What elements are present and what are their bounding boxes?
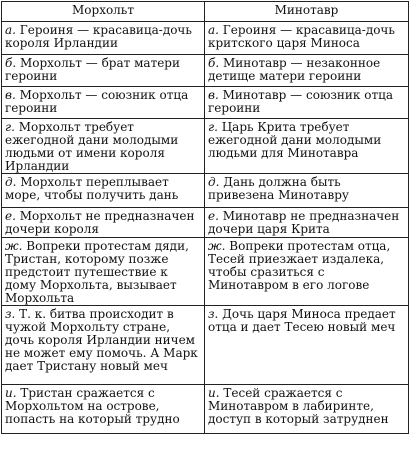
item-text: Морхольт не предназначен дочери короля bbox=[5, 209, 195, 236]
item-letter: ж. bbox=[208, 239, 226, 253]
item-letter: е. bbox=[5, 209, 16, 223]
cell-right bbox=[205, 238, 409, 306]
cell-left bbox=[2, 208, 205, 238]
comparison-table bbox=[1, 1, 409, 434]
item-letter: а. bbox=[208, 23, 219, 37]
item-letter: з. bbox=[5, 307, 16, 321]
item-text: Минотавр — незаконное детище матери героини bbox=[208, 56, 381, 83]
cell-left bbox=[2, 87, 205, 119]
item-text: Царь Крита требует ежегодной дани молодыми людьми для Минотавра bbox=[208, 120, 382, 160]
item-letter: б. bbox=[208, 56, 220, 70]
item-text: Дочь царя Миноса предает отца и дает Тесею новый меч bbox=[208, 307, 396, 334]
table-row bbox=[2, 174, 409, 208]
cell-right bbox=[205, 119, 409, 174]
cell-left bbox=[2, 22, 205, 55]
item-text: Героиня — красавица-дочь короля Ирландии bbox=[5, 23, 192, 50]
table-row bbox=[2, 22, 409, 55]
item-letter: д. bbox=[5, 175, 17, 189]
table-row bbox=[2, 238, 409, 306]
item-text: Т. к. битва происходит в чужой Морхольту стране, дочь короля Ирландии ничем не может ему помочь. А Марк дает Тристану новый меч bbox=[5, 307, 198, 373]
item-letter: и. bbox=[5, 386, 17, 400]
item-text: Тесей сражается с Минотавром в лабиринте, доступ в который затруднен bbox=[208, 386, 389, 426]
cell-left bbox=[2, 174, 205, 208]
item-text: Морхольт переплывает море, чтобы получить дань bbox=[5, 175, 179, 202]
comparison-table-wrapper bbox=[1, 1, 408, 434]
item-text: Морхольт — союзник отца героини bbox=[5, 88, 189, 115]
cell-right bbox=[205, 87, 409, 119]
table-row bbox=[2, 87, 409, 119]
item-text: Дань должна быть привезена Минотавру bbox=[208, 175, 349, 202]
cell-right bbox=[205, 208, 409, 238]
table-row bbox=[2, 385, 409, 434]
item-letter: е. bbox=[208, 209, 219, 223]
item-text: Тристан сражается с Морхольтом на острове, попасть на который трудно bbox=[5, 386, 180, 426]
header-minotaur: Минотавр bbox=[205, 2, 409, 22]
cell-left bbox=[2, 238, 205, 306]
cell-left bbox=[2, 385, 205, 434]
cell-left bbox=[2, 55, 205, 87]
item-letter: б. bbox=[5, 56, 17, 70]
table-row bbox=[2, 55, 409, 87]
item-letter: г. bbox=[208, 120, 218, 134]
item-text: Морхольт требует ежегодной дани молодыми людьми от имени короля Ирландии bbox=[5, 120, 179, 173]
cell-right bbox=[205, 55, 409, 87]
item-text: Морхольт — брат матери героини bbox=[5, 56, 180, 83]
header-morholt: Морхольт bbox=[2, 2, 205, 22]
header-row bbox=[2, 2, 409, 22]
cell-right bbox=[205, 385, 409, 434]
item-letter: з. bbox=[208, 307, 219, 321]
item-letter: д. bbox=[208, 175, 220, 189]
item-text: Вопреки протестам дяди, Тристан, которому позже предстоит путешествие к дому Морхольта, вызывает Морхольта bbox=[5, 239, 189, 305]
item-text: Минотавр не предназначен дочери царя Крита bbox=[208, 209, 400, 236]
table-row bbox=[2, 119, 409, 174]
cell-left bbox=[2, 306, 205, 385]
item-letter: в. bbox=[5, 88, 16, 102]
item-text: Минотавр — союзник отца героини bbox=[208, 88, 393, 115]
item-text: Вопреки протестам отца, Тесей приезжает издалека, чтобы сразиться с Минотавром в его логове bbox=[208, 239, 391, 292]
item-letter: в. bbox=[208, 88, 219, 102]
item-letter: и. bbox=[208, 386, 220, 400]
item-text: Героиня — красавица-дочь критского царя Миноса bbox=[208, 23, 395, 50]
item-letter: а. bbox=[5, 23, 16, 37]
cell-right bbox=[205, 22, 409, 55]
table-row bbox=[2, 306, 409, 385]
item-letter: ж. bbox=[5, 239, 23, 253]
item-letter: г. bbox=[5, 120, 15, 134]
table-row bbox=[2, 208, 409, 238]
cell-right bbox=[205, 174, 409, 208]
cell-left bbox=[2, 119, 205, 174]
cell-right bbox=[205, 306, 409, 385]
